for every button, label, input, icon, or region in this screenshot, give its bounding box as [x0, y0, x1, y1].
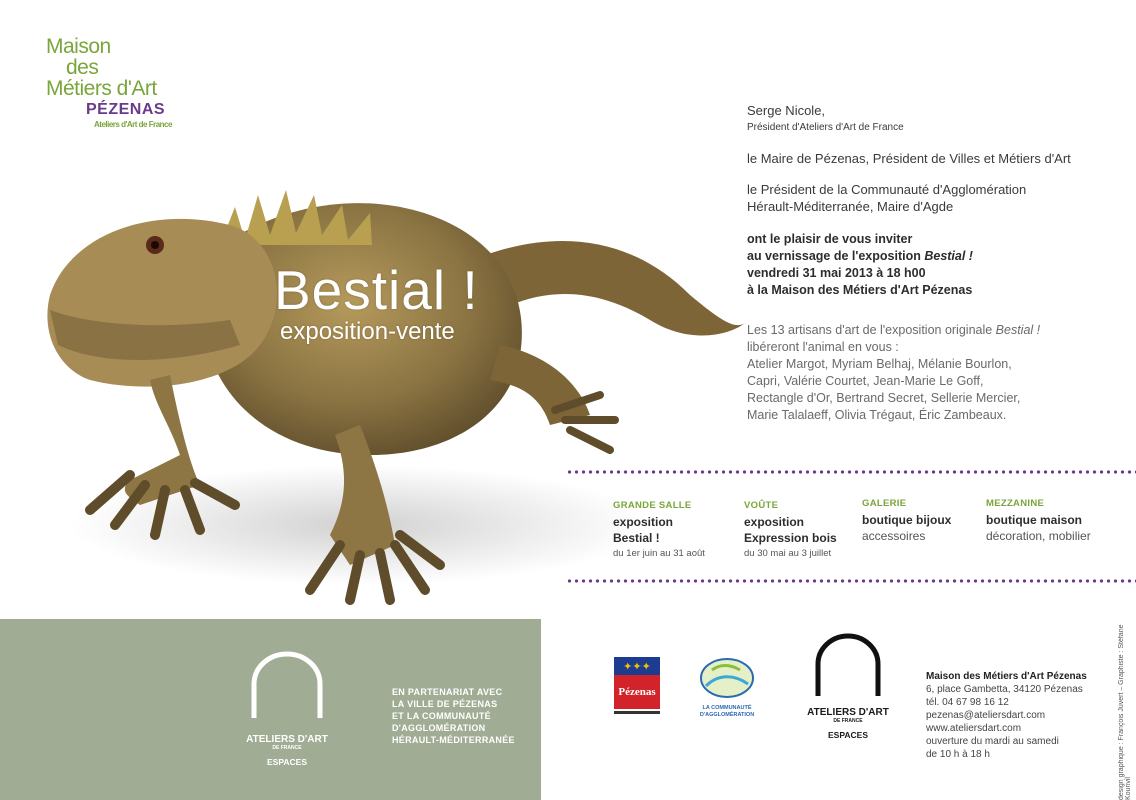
contact-hours-1: ouverture du mardi au samedi [926, 736, 1059, 747]
logo-line-3: Métiers d'Art [46, 77, 157, 100]
venue-mezzanine [986, 496, 1091, 544]
ateliers-logo-text-black [790, 707, 906, 740]
venue-name: boutique maison [986, 513, 1082, 527]
venue-dates: du 1er juin au 31 août [613, 548, 705, 559]
venue-name-2: Expression bois [744, 531, 837, 545]
invitation-line-2b: Bestial ! [924, 249, 973, 263]
invitation-line-2 [747, 248, 973, 265]
venue-head: GRANDE SALLE [613, 500, 692, 511]
partner-line-2: LA VILLE DE PÉZENAS [392, 699, 498, 709]
venue-head: GALERIE [862, 498, 907, 509]
host-1-name: Serge Nicole, [747, 103, 826, 118]
invitation-line-2a: au vernissage de l'exposition [747, 249, 925, 263]
host-1-role: Président d'Ateliers d'Art de France [747, 122, 904, 133]
exhibition-title: Bestial ! [274, 259, 479, 321]
host-2: le Maire de Pézenas, Président de Villes et Métiers d'Art [747, 151, 1071, 166]
artisans-text [747, 322, 1040, 424]
partner-line-4: D'AGGLOMÉRATION [392, 723, 486, 733]
invitation-line-4: à la Maison des Métiers d'Art Pézenas [747, 283, 973, 297]
ateliers-logo-text-white [228, 734, 346, 767]
artisans-line-3: Atelier Margot, Myriam Belhaj, Mélanie Bourlon, [747, 357, 1012, 371]
partner-line-3: ET LA COMMUNAUTÉ [392, 711, 491, 721]
aa-line-3: ESPACES [267, 757, 307, 767]
aa-black-line-2: DE FRANCE [833, 718, 863, 724]
artisans-line-5: Rectangle d'Or, Bertrand Secret, Sellerie Mercier, [747, 391, 1021, 405]
aa-black-line-3: ESPACES [828, 730, 868, 740]
logo-line-1: Maison [46, 35, 111, 58]
aa-line-1: ATELIERS D'ART [246, 734, 328, 745]
logo-line-5: Ateliers d'Art de France [94, 120, 172, 129]
partner-line-1: EN PARTENARIAT AVEC [392, 687, 503, 697]
venue-name: exposition [744, 515, 805, 529]
invitation-text [747, 231, 973, 299]
artisans-line-2: libéreront l'animal en vous : [747, 340, 899, 354]
venue-name: boutique bijoux [862, 513, 952, 527]
partnership-text [392, 686, 515, 746]
herault-logo-text: LA COMMUNAUTÉ D'AGGLOMÉRATION [699, 705, 755, 718]
contact-name: Maison des Métiers d'Art Pézenas [926, 671, 1087, 682]
logo-line-2: des [66, 56, 99, 79]
artisans-line-1b: Bestial ! [995, 323, 1041, 337]
venue-dates: du 30 mai au 3 juillet [744, 548, 832, 559]
artisans-line-6: Marie Talalaeff, Olivia Trégaut, Éric Zambeaux. [747, 408, 1007, 422]
artisans-line-4: Capri, Valérie Courtet, Jean-Marie Le Goff, [747, 374, 984, 388]
invitation-line-1: ont le plaisir de vous inviter [747, 232, 913, 246]
venue-grande-salle [613, 498, 705, 562]
host-3 [747, 181, 1026, 215]
exhibition-subtitle: exposition-vente [280, 318, 455, 345]
contact-web: www.ateliersdart.com [926, 723, 1022, 734]
aa-line-2: DE FRANCE [272, 745, 302, 751]
partner-line-5: HÉRAULT-MÉDITERRANÉE [392, 735, 515, 745]
dotted-divider-bottom [566, 579, 1136, 583]
contact-hours-2: de 10 h à 18 h [926, 749, 990, 760]
contact-address: 6, place Gambetta, 34120 Pézenas [926, 684, 1083, 695]
herault-emblem-icon [698, 656, 756, 700]
logo-line-4: PÉZENAS [86, 101, 166, 118]
venue-name: exposition [613, 515, 674, 529]
contact-tel: tél. 04 67 98 16 12 [926, 697, 1009, 708]
dotted-divider-top [566, 470, 1136, 474]
host-3-line-a: le Président de la Communauté d'Agglomération [747, 182, 1027, 197]
venue-name-2: Bestial ! [613, 531, 660, 545]
contact-email: pezenas@ateliersdart.com [926, 710, 1046, 721]
herault-mediterranee-logo [698, 656, 756, 720]
contact-info [926, 670, 1087, 761]
ateliers-arch-logo-black [812, 632, 884, 700]
venue-name-2: décoration, mobilier [986, 529, 1091, 543]
venue-galerie [862, 496, 951, 544]
venue-head: VOÛTE [744, 500, 779, 511]
venue-head: MEZZANINE [986, 498, 1045, 509]
venue-name-2: accessoires [862, 529, 926, 543]
pezenas-logo-text: Pézenas [614, 675, 660, 709]
pezenas-city-logo: ✦✦✦ Pézenas [614, 657, 660, 717]
invitation-line-3: vendredi 31 mai 2013 à 18 h00 [747, 266, 926, 280]
artisans-line-1 [747, 322, 1040, 339]
host-3-line-b: Hérault-Méditerranée, Maire d'Agde [747, 199, 954, 214]
host-1 [747, 102, 904, 136]
venue-voute [744, 498, 837, 562]
artisans-line-1a: Les 13 artisans d'art de l'exposition originale [747, 323, 996, 337]
ateliers-arch-logo-white [248, 650, 326, 722]
design-credit: design graphique : François Juvert – Graphiste : Stéfane Kounvil [1118, 624, 1132, 800]
aa-black-line-1: ATELIERS D'ART [807, 707, 889, 718]
